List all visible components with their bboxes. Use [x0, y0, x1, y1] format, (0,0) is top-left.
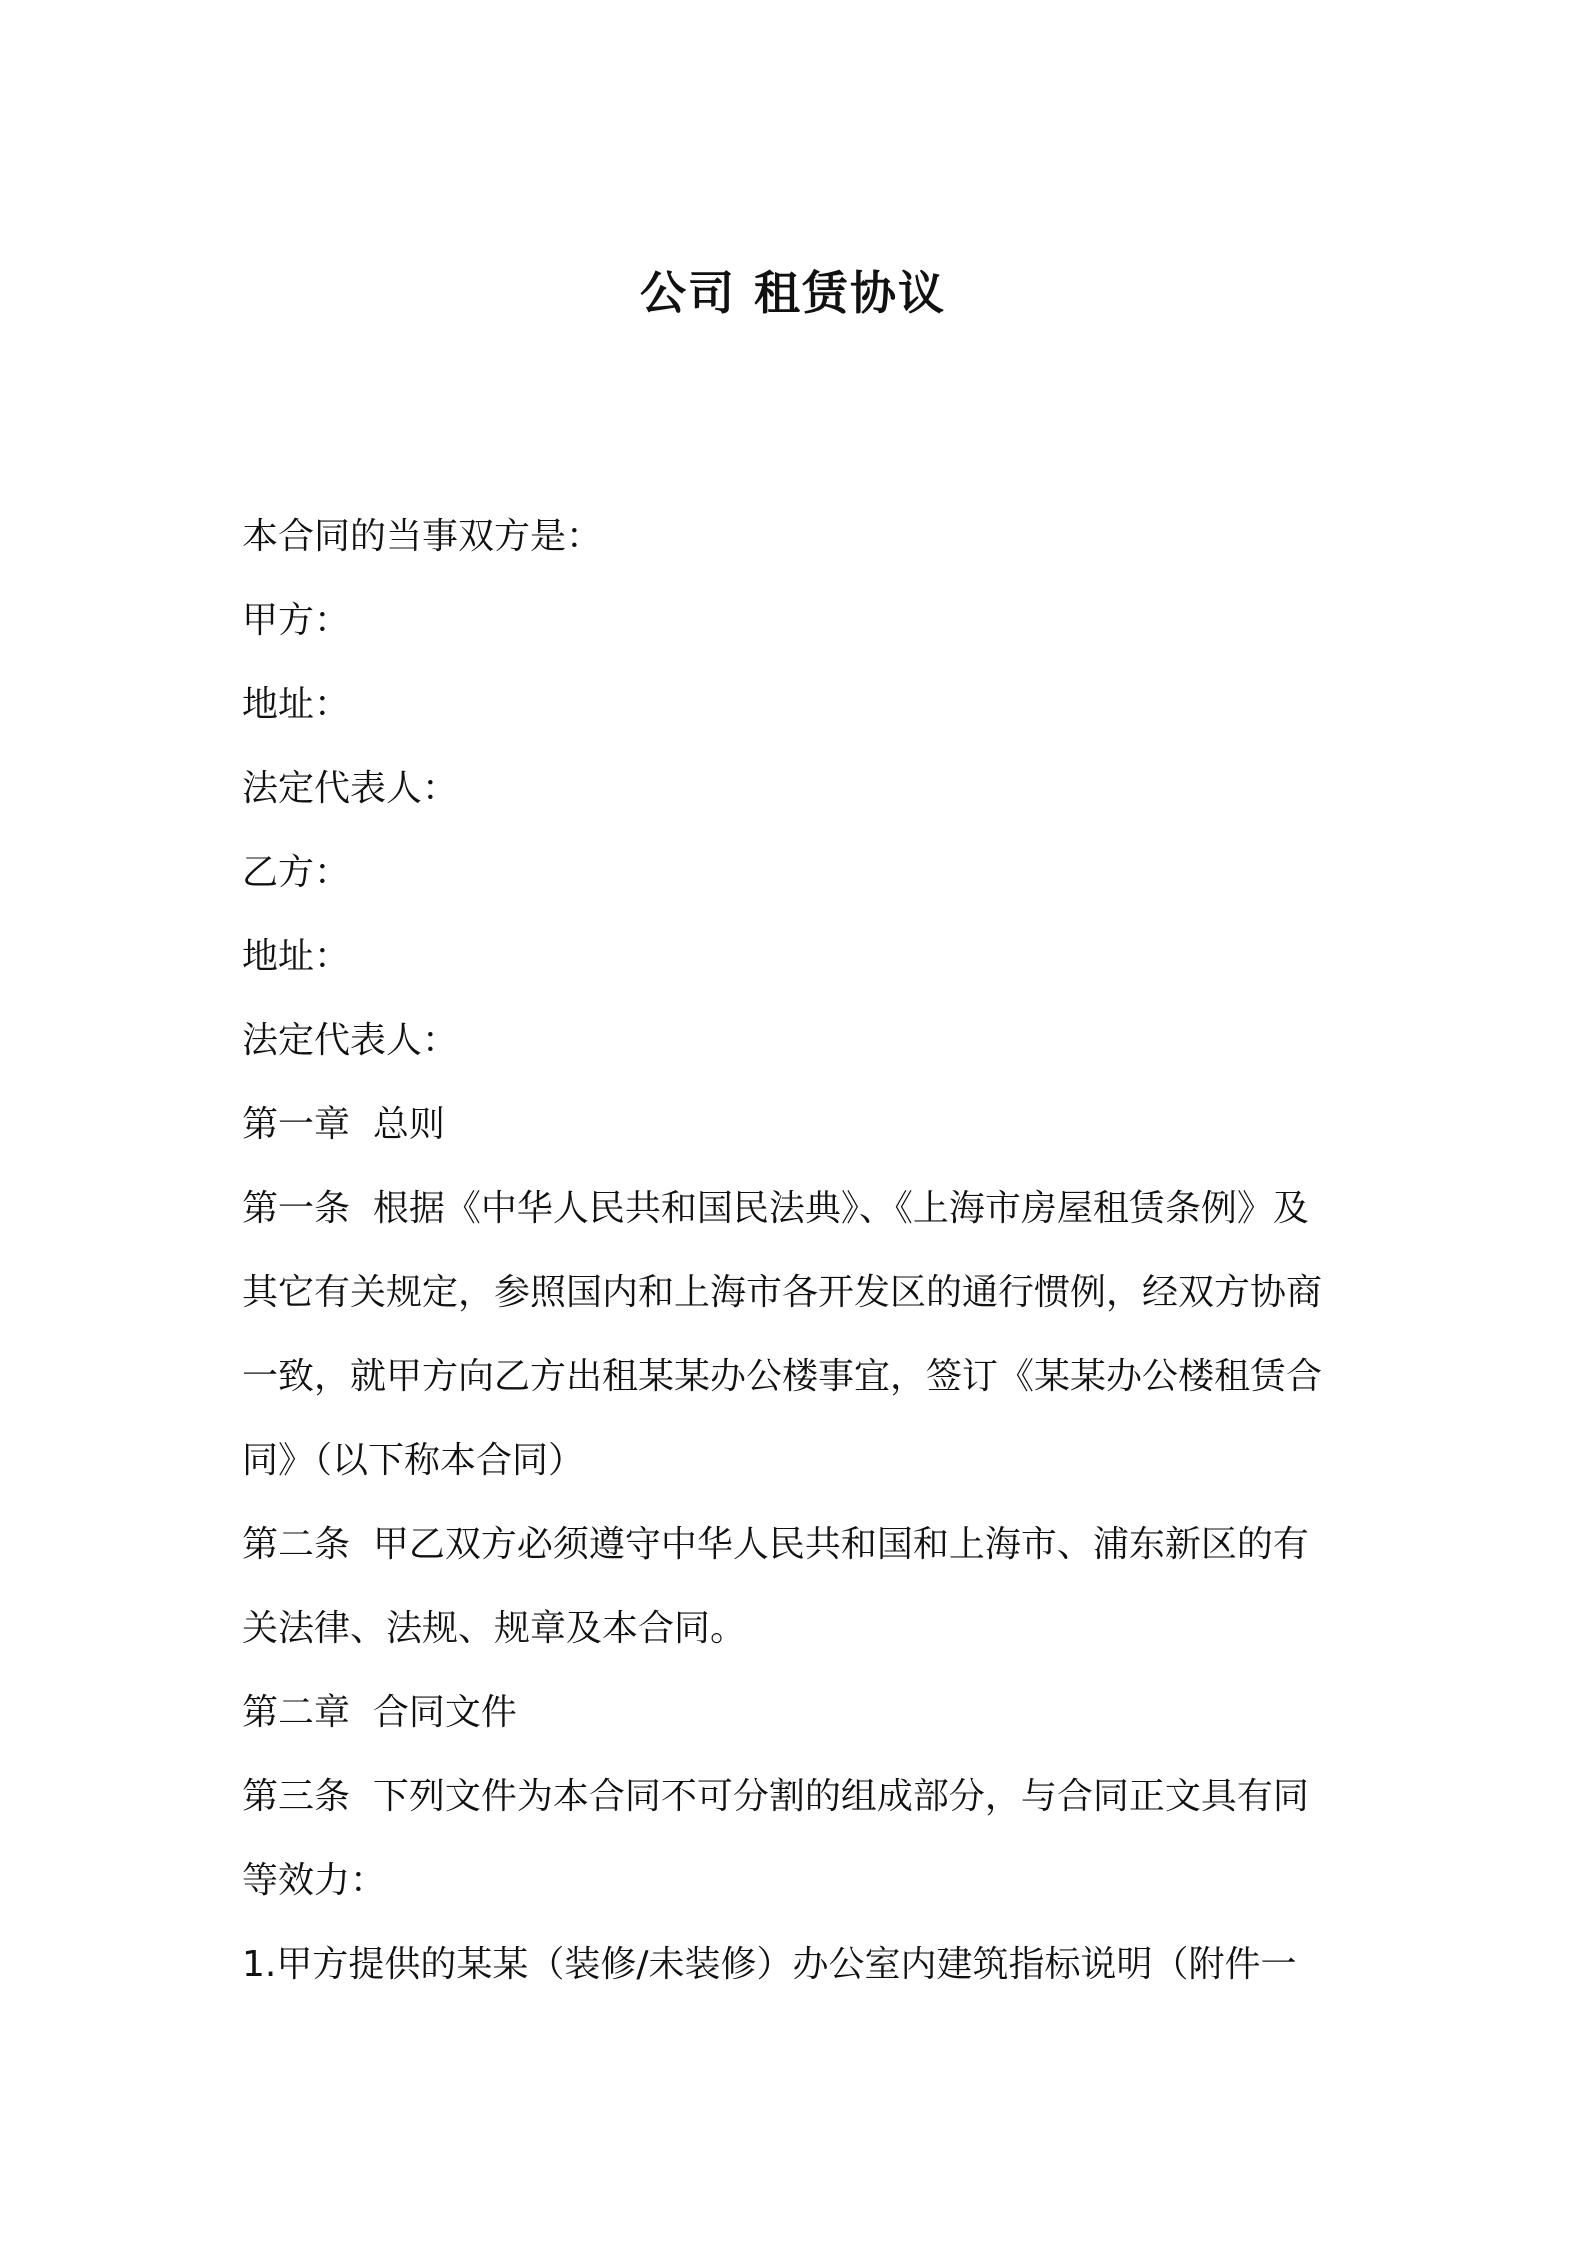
chapter-2-heading: [242, 1671, 1348, 1755]
article-3-item-1: [242, 1923, 1348, 2007]
text-line: 第二条 甲乙双方必须遵守中华人民共和国和上海市、浦东新区的有: [242, 1524, 1309, 1565]
text-line: 乙方：: [242, 852, 351, 893]
article-3: [242, 1755, 1348, 1923]
text-line: 甲方：: [242, 600, 351, 641]
text-line: 同》（以下称本合同）: [242, 1440, 585, 1481]
text-line: 1.甲方提供的某某（装修/未装修）办公室内建筑指标说明（附件一: [242, 1944, 1297, 1985]
text-line: 第三条 下列文件为本合同不可分割的组成部分，与合同正文具有同: [242, 1776, 1309, 1817]
text-line: 本合同的当事双方是：: [242, 516, 603, 557]
text-line: 一致，就甲方向乙方出租某某办公楼事宜，签订《某某办公楼租赁合: [242, 1356, 1323, 1397]
party-b-legal-rep: [242, 999, 1348, 1083]
parties-intro: [242, 495, 1348, 579]
party-a-address: [242, 663, 1348, 747]
text-line: 第一章 总则: [242, 1104, 445, 1145]
party-b-address: [242, 915, 1348, 999]
text-line: 其它有关规定，参照国内和上海市各开发区的通行惯例，经双方协商: [242, 1272, 1323, 1313]
text-line: 等效力：: [242, 1860, 387, 1901]
text-line: 法定代表人：: [242, 768, 459, 809]
article-1: [242, 1167, 1348, 1503]
text-line: 地址：: [242, 684, 351, 725]
chapter-1-heading: [242, 1083, 1348, 1167]
text-line: 地址：: [242, 936, 351, 977]
party-a-legal-rep: [242, 747, 1348, 831]
document-title: 公司 租赁协议: [639, 266, 946, 320]
text-line: 关法律、法规、规章及本合同。: [242, 1608, 747, 1649]
text-line: 法定代表人：: [242, 1020, 459, 1061]
text-line: 第二章 合同文件: [242, 1692, 517, 1733]
document-body: [242, 495, 1348, 2007]
party-b-label: [242, 831, 1348, 915]
party-a-label: [242, 579, 1348, 663]
text-line: 第一条 根据《中华人民共和国民法典》、《上海市房屋租赁条例》及: [242, 1188, 1309, 1229]
article-2: [242, 1503, 1348, 1671]
